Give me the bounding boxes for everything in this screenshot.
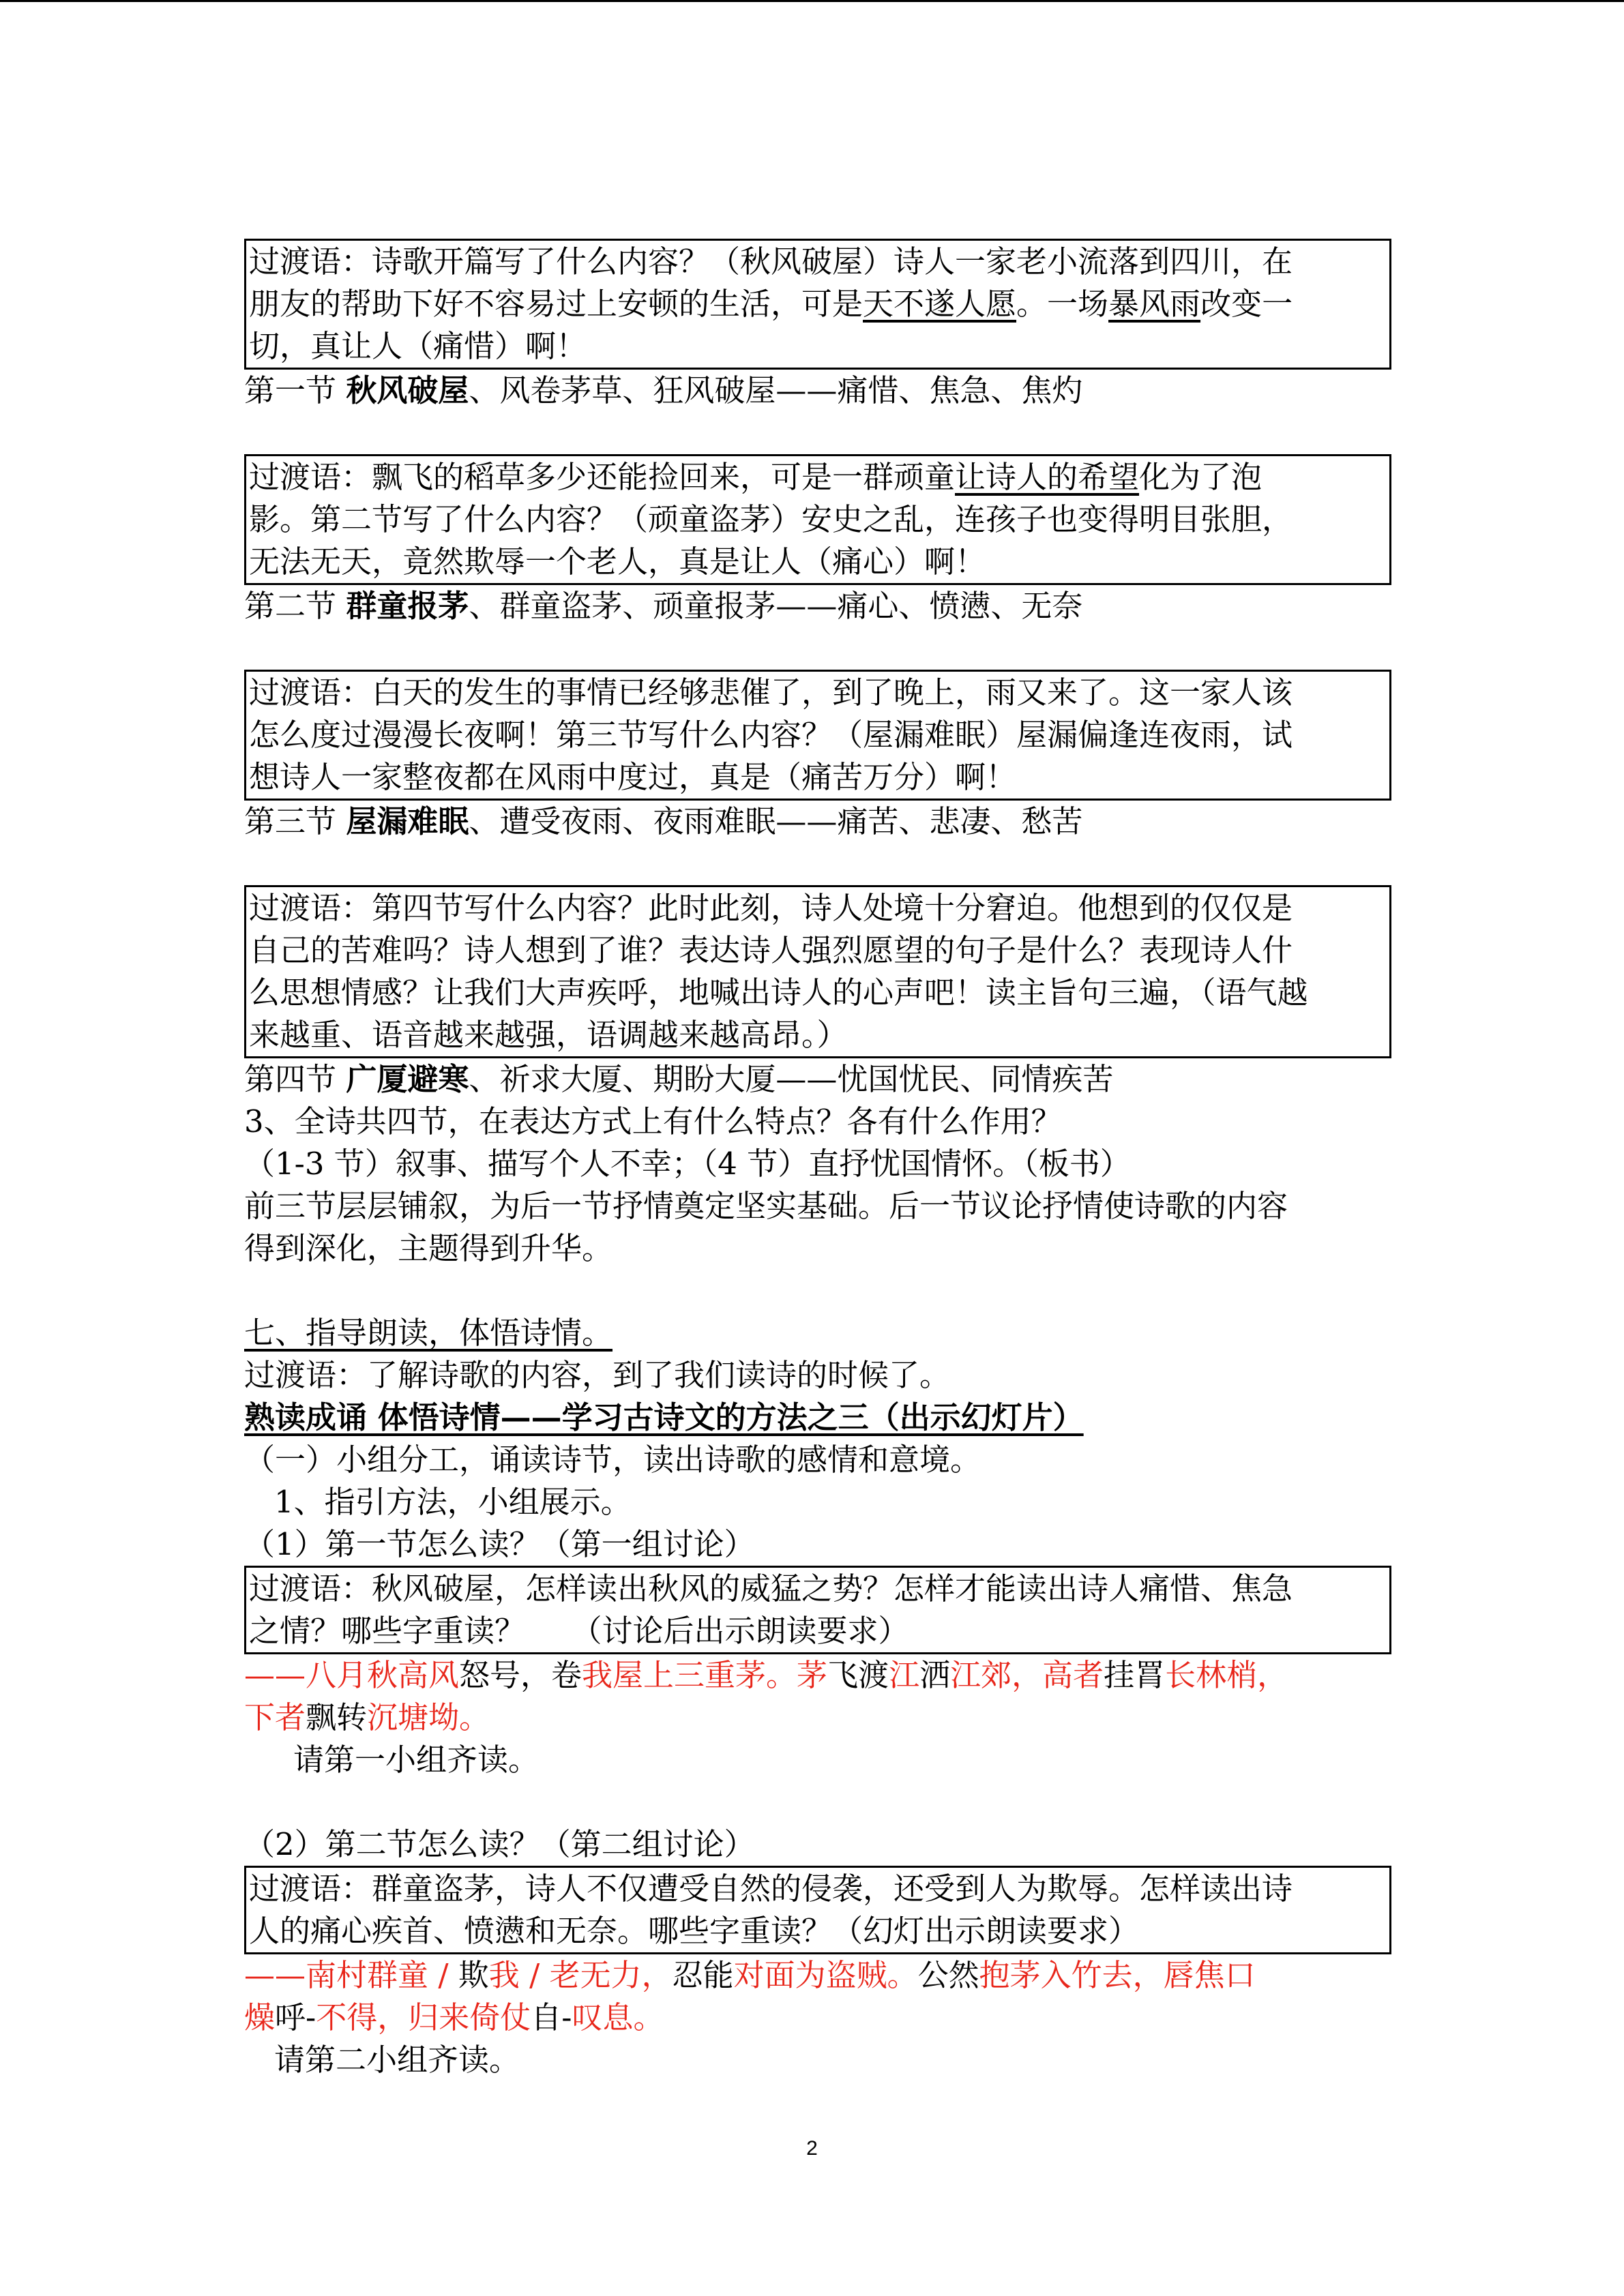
- page-number: 2: [806, 2137, 818, 2160]
- answer-3b-cont: 得到深化，主题得到升华。: [244, 1230, 613, 1266]
- section-summary-1: 第一节 秋风破屋、风卷茅草、狂风破屋——痛惜、焦急、焦灼: [244, 372, 1083, 408]
- section-keyword: 群童报茅: [346, 588, 469, 624]
- part-1-heading: （1）第一节怎么读？（第一组讨论）: [244, 1526, 755, 1562]
- read-instruction-2: 请第二小组齐读。: [274, 2042, 520, 2078]
- top-border-line: [0, 0, 1624, 2]
- group-task-step: 1、指引方法，小组展示。: [274, 1484, 632, 1520]
- transition-box-2: [244, 454, 1391, 585]
- text-line: 之情？哪些字重读？ （讨论后出示朗读要求）: [249, 1613, 909, 1649]
- text-line: 无法无天，竟然欺辱一个老人，真是让人（痛心）啊！: [249, 543, 986, 580]
- section-summary-4: 第四节 广厦避寒、祈求大厦、期盼大厦——忧国忧民、同情疾苦: [244, 1061, 1114, 1097]
- text-line: 么思想情感？让我们大声疾呼，地喊出诗人的心声吧！读主旨句三遍，（语气越: [249, 974, 1308, 1011]
- text-line: 自己的苦难吗？诗人想到了谁？表达诗人强烈愿望的句子是什么？表现诗人什: [249, 932, 1293, 968]
- text-line: 想诗人一家整夜都在风雨中度过，真是（痛苦万分）啊！: [249, 759, 1017, 795]
- answer-3b: 前三节层层铺叙，为后一节抒情奠定坚实基础。后一节议论抒情使诗歌的内容: [244, 1188, 1288, 1224]
- poem-stanza-2-line-2: 燥呼-不得，归来倚仗自-叹息。: [244, 1999, 664, 2036]
- group-task: （一）小组分工，诵读诗节，读出诗歌的感情和意境。: [244, 1442, 981, 1478]
- text-line: 人的痛心疾首、愤懑和无奈。哪些字重读？（幻灯出示朗读要求）: [249, 1913, 1140, 1949]
- text-line: 过渡语：第四节写什么内容？此时此刻，诗人处境十分窘迫。他想到的仅仅是: [249, 890, 1293, 926]
- transition-box-3: [244, 670, 1391, 801]
- heading-7: 七、指导朗读，体悟诗情。: [244, 1315, 613, 1351]
- text-line: 朋友的帮助下好不容易过上安顿的生活，可是天不遂人愿。一场暴风雨改变一: [249, 286, 1293, 322]
- transition-box-1: [244, 239, 1391, 370]
- text-line: 过渡语：群童盗茅，诗人不仅遭受自然的侵袭，还受到人为欺辱。怎样读出诗: [249, 1870, 1293, 1907]
- text-line: 过渡语：飘飞的稻草多少还能捡回来，可是一群顽童让诗人的希望化为了泡: [249, 459, 1263, 495]
- section-keyword: 广厦避寒: [346, 1061, 469, 1097]
- text-line: 过渡语：诗歌开篇写了什么内容？（秋风破屋）诗人一家老小流落到四川，在: [249, 243, 1293, 280]
- text-line: 过渡语：秋风破屋，怎样读出秋风的威猛之势？怎样才能读出诗人痛惜、焦急: [249, 1570, 1293, 1607]
- section-keyword: 秋风破屋: [346, 372, 469, 408]
- transition-box-5: [244, 1566, 1391, 1654]
- question-3: 3、全诗共四节，在表达方式上有什么特点？各有什么作用？: [244, 1103, 1062, 1139]
- underlined-phrase: 让诗人的希望: [955, 459, 1140, 495]
- text-line: 怎么度过漫漫长夜啊！第三节写什么内容？（屋漏难眠）屋漏偏逢连夜雨，试: [249, 717, 1293, 753]
- transition-box-4: [244, 885, 1391, 1058]
- poem-stanza-2-line-1: ——南村群童 / 欺我 / 老无力，忍能对面为盗贼。公然抱茅入竹去，唇焦口: [244, 1957, 1256, 1993]
- transition-box-6: [244, 1866, 1391, 1954]
- answer-3a: （1-3 节）叙事、描写个人不幸；（4 节）直抒忧国情怀。（板书）: [244, 1146, 1131, 1182]
- method-heading: 熟读成诵 体悟诗情——学习古诗文的方法之三（出示幻灯片）: [244, 1399, 1084, 1435]
- text-line: 影。第二节写了什么内容？（顽童盗茅）安史之乱，连孩子也变得明目张胆，: [249, 501, 1293, 537]
- document-body: [244, 239, 1404, 2081]
- poem-stanza-1-line-1: ——八月秋高风怒号，卷我屋上三重茅。茅飞渡江洒江郊，高者挂罥长林梢，: [244, 1657, 1288, 1693]
- text-line: 来越重、语音越来越强，语调越来越高昂。）: [249, 1017, 848, 1053]
- transition-7: 过渡语：了解诗歌的内容，到了我们读诗的时候了。: [244, 1357, 951, 1393]
- part-2-heading: （2）第二节怎么读？（第二组讨论）: [244, 1826, 755, 1862]
- poem-stanza-1-line-2: 下者飘转沉塘坳。: [244, 1699, 490, 1735]
- text-line: 过渡语：白天的发生的事情已经够悲催了，到了晚上，雨又来了。这一家人该: [249, 674, 1293, 711]
- read-instruction-1: 请第一小组齐读。: [293, 1742, 540, 1778]
- underlined-phrase: 暴风雨: [1108, 286, 1201, 322]
- section-keyword: 屋漏难眠: [346, 803, 469, 839]
- text-line: 切，真让人（痛惜）啊！: [249, 328, 587, 364]
- section-summary-2: 第二节 群童报茅、群童盗茅、顽童报茅——痛心、愤懑、无奈: [244, 588, 1083, 624]
- section-summary-3: 第三节 屋漏难眠、遭受夜雨、夜雨难眠——痛苦、悲凄、愁苦: [244, 803, 1083, 839]
- underlined-phrase: 天不遂人愿: [863, 286, 1017, 322]
